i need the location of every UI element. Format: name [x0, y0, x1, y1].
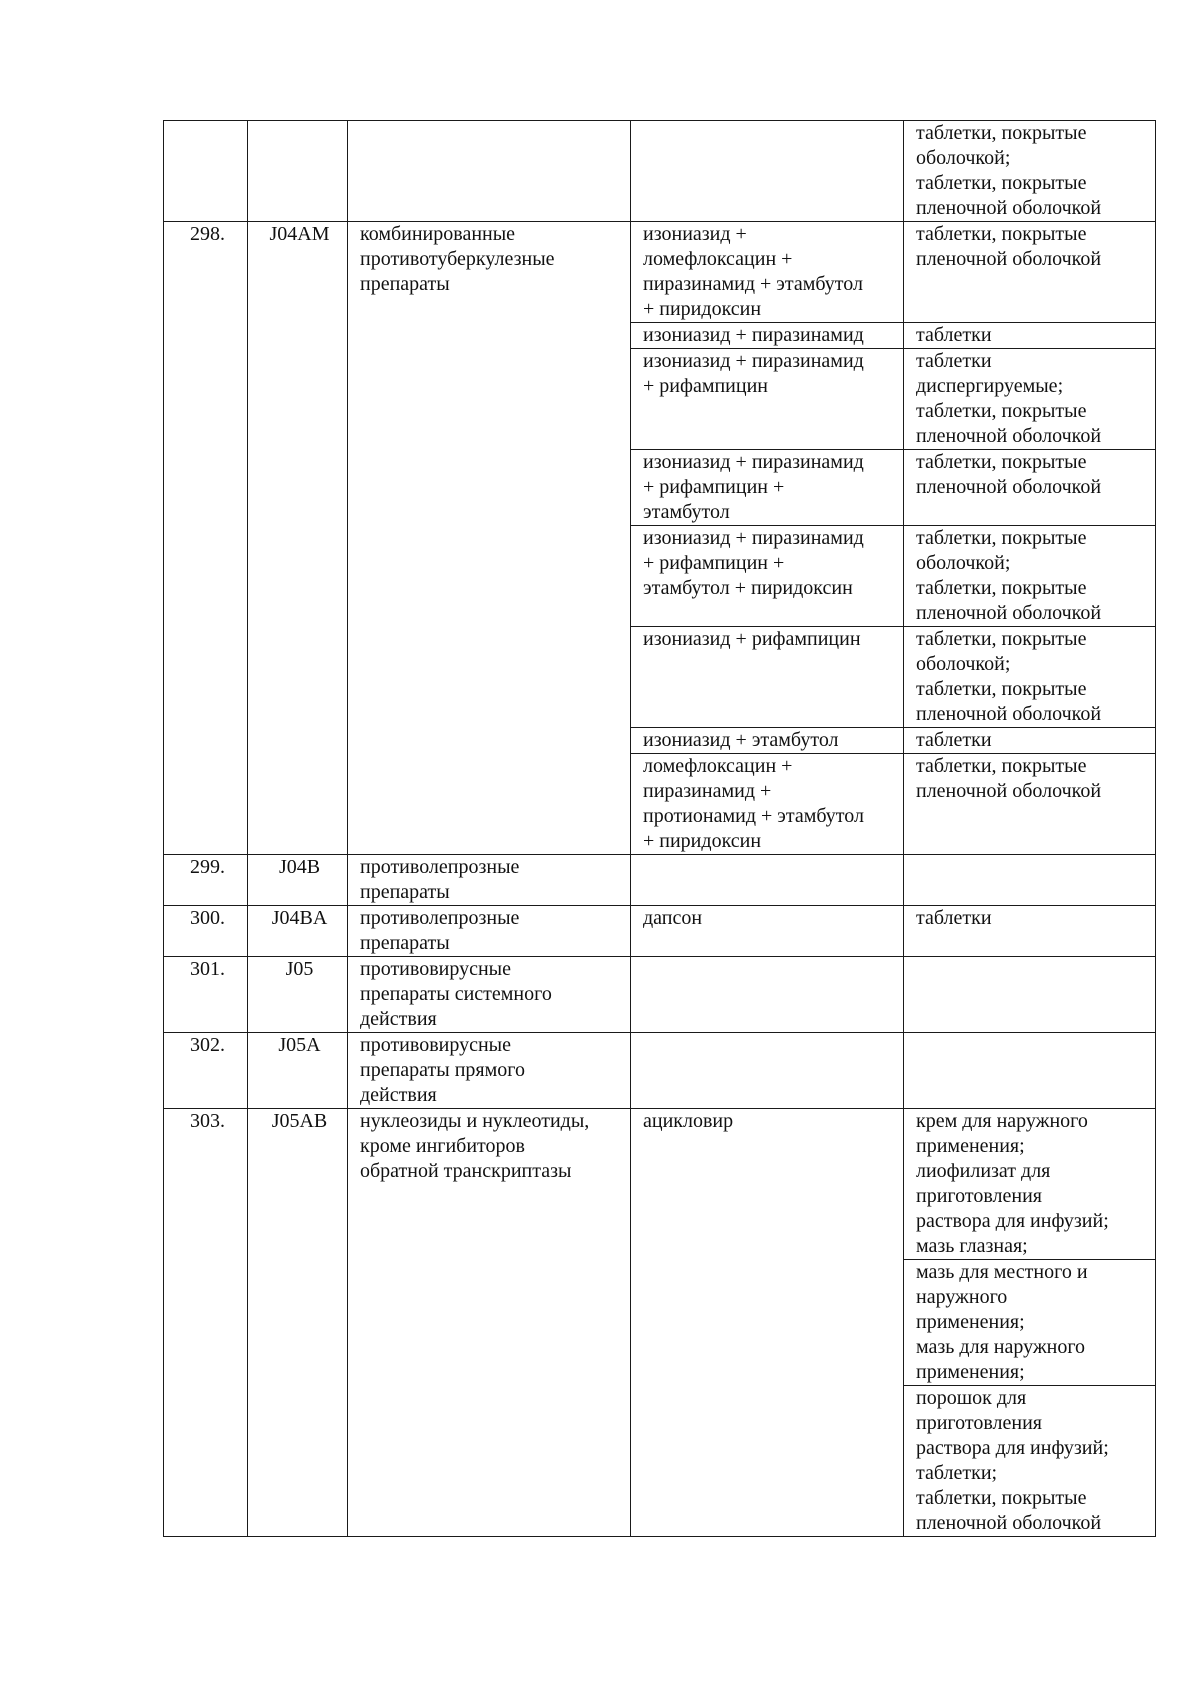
- drug-name-cell: дапсон: [631, 906, 904, 957]
- anatomical-group-cell: комбинированные противотуберкулезные препараты: [348, 222, 631, 855]
- atc-code-cell: J05: [248, 957, 348, 1033]
- dosage-form-cell: таблетки, покрытые пленочной оболочкой: [904, 222, 1156, 323]
- atc-code-cell: J04BA: [248, 906, 348, 957]
- table-row: [164, 957, 1156, 1033]
- anatomical-group-cell: [348, 121, 631, 222]
- anatomical-group-cell: противовирусные препараты прямого действия: [348, 1033, 631, 1109]
- entry-number-cell: 298.: [164, 222, 248, 855]
- drug-name-cell: [631, 1033, 904, 1109]
- dosage-form-cell: [904, 1033, 1156, 1109]
- dosage-form-cell: таблетки, покрытые оболочкой; таблетки, покрытые пленочной оболочкой: [904, 121, 1156, 222]
- entry-number-cell: 301.: [164, 957, 248, 1033]
- drug-name-cell: изониазид + пиразинамид + рифампицин + этамбутол + пиридоксин: [631, 526, 904, 627]
- drug-name-cell: ацикловир: [631, 1109, 904, 1537]
- dosage-form-cell: мазь для местного и наружного применения; мазь для наружного применения;: [904, 1260, 1156, 1386]
- dosage-form-cell: таблетки, покрытые пленочной оболочкой: [904, 754, 1156, 855]
- entry-number-cell: 303.: [164, 1109, 248, 1537]
- drug-name-cell: изониазид + рифампицин: [631, 627, 904, 728]
- anatomical-group-cell: противовирусные препараты системного действия: [348, 957, 631, 1033]
- drug-registry-table: [163, 120, 1156, 1537]
- table-body: [164, 121, 1156, 1537]
- dosage-form-cell: таблетки, покрытые оболочкой; таблетки, покрытые пленочной оболочкой: [904, 627, 1156, 728]
- atc-code-cell: J04B: [248, 855, 348, 906]
- drug-name-cell: [631, 957, 904, 1033]
- anatomical-group-cell: противолепрозные препараты: [348, 906, 631, 957]
- atc-code-cell: J05AB: [248, 1109, 348, 1537]
- dosage-form-cell: таблетки, покрытые оболочкой; таблетки, покрытые пленочной оболочкой: [904, 526, 1156, 627]
- dosage-form-cell: таблетки, покрытые пленочной оболочкой: [904, 450, 1156, 526]
- dosage-form-cell: [904, 957, 1156, 1033]
- table-row: [164, 121, 1156, 222]
- atc-code-cell: J04AM: [248, 222, 348, 855]
- drug-name-cell: изониазид + пиразинамид + рифампицин + этамбутол: [631, 450, 904, 526]
- drug-name-cell: изониазид + этамбутол: [631, 728, 904, 754]
- dosage-form-cell: таблетки: [904, 323, 1156, 349]
- drug-name-cell: ломефлоксацин + пиразинамид + протионамид + этамбутол + пиридоксин: [631, 754, 904, 855]
- table-row: [164, 1033, 1156, 1109]
- anatomical-group-cell: противолепрозные препараты: [348, 855, 631, 906]
- dosage-form-cell: таблетки: [904, 906, 1156, 957]
- drug-name-cell: изониазид + пиразинамид: [631, 323, 904, 349]
- dosage-form-cell: крем для наружного применения; лиофилизат для приготовления раствора для инфузий; мазь глазная;: [904, 1109, 1156, 1260]
- dosage-form-cell: [904, 855, 1156, 906]
- table-row: [164, 906, 1156, 957]
- drug-name-cell: изониазид + пиразинамид + рифампицин: [631, 349, 904, 450]
- drug-name-cell: изониазид + ломефлоксацин + пиразинамид + этамбутол + пиридоксин: [631, 222, 904, 323]
- dosage-form-cell: порошок для приготовления раствора для инфузий; таблетки; таблетки, покрытые пленочной оболочкой: [904, 1386, 1156, 1537]
- atc-code-cell: [248, 121, 348, 222]
- drug-name-cell: [631, 121, 904, 222]
- entry-number-cell: 302.: [164, 1033, 248, 1109]
- entry-number-cell: [164, 121, 248, 222]
- entry-number-cell: 299.: [164, 855, 248, 906]
- dosage-form-cell: таблетки: [904, 728, 1156, 754]
- anatomical-group-cell: нуклеозиды и нуклеотиды, кроме ингибиторов обратной транскриптазы: [348, 1109, 631, 1537]
- atc-code-cell: J05A: [248, 1033, 348, 1109]
- table-row: [164, 1109, 1156, 1260]
- entry-number-cell: 300.: [164, 906, 248, 957]
- drug-name-cell: [631, 855, 904, 906]
- table-row: [164, 855, 1156, 906]
- dosage-form-cell: таблетки диспергируемые; таблетки, покрытые пленочной оболочкой: [904, 349, 1156, 450]
- table-row: [164, 222, 1156, 323]
